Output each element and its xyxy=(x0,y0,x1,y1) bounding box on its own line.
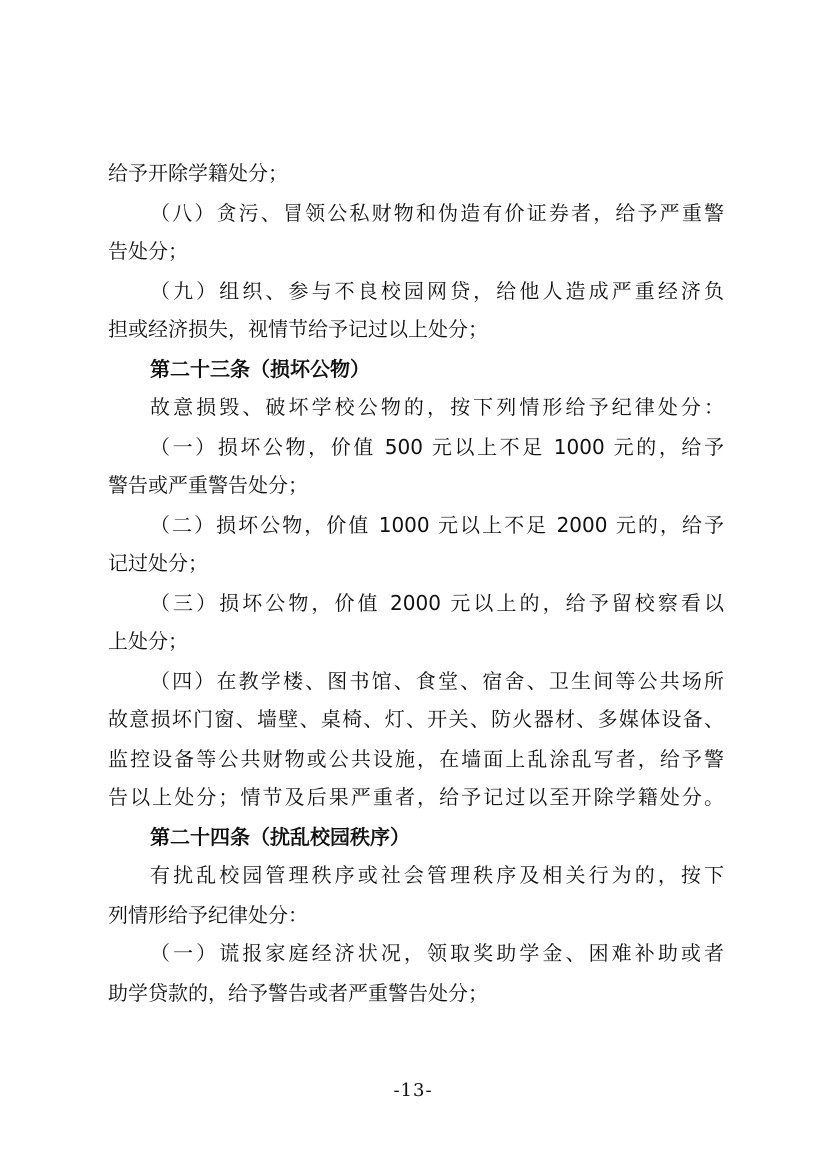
text-line: 故意损毁、破坏学校公物的，按下列情形给予纪律处分： xyxy=(150,395,724,419)
text-line: 记过处分； xyxy=(108,551,208,575)
text-line: 上处分； xyxy=(108,629,188,653)
text-line: （一）谎报家庭经济状况，领取奖助学金、困难补助或者 xyxy=(150,941,724,965)
text-line: 有扰乱校园管理秩序或社会管理秩序及相关行为的，按下 xyxy=(150,863,724,887)
text-line: 助学贷款的，给予警告或者严重警告处分； xyxy=(108,981,488,1005)
text-line: 告以上处分；情节及后果严重者，给予记过以至开除学籍处分。 xyxy=(108,785,724,809)
text-line: 告处分； xyxy=(108,239,188,263)
text-line: （一）损坏公物，价值 500 元以上不足 1000 元的，给予 xyxy=(150,435,724,459)
text-line: （三）损坏公物，价值 2000 元以上的，给予留校察看以 xyxy=(150,591,724,615)
text-line: 警告或严重警告处分； xyxy=(108,473,308,497)
text-line: （二）损坏公物，价值 1000 元以上不足 2000 元的，给予 xyxy=(150,513,724,537)
article-heading: 第二十三条（损坏公物） xyxy=(150,357,370,381)
text-line: 担或经济损失，视情节给予记过以上处分； xyxy=(108,317,488,341)
text-line: （九）组织、参与不良校园网贷，给他人造成严重经济负 xyxy=(150,279,724,303)
page-number: -13- xyxy=(393,1080,433,1101)
text-line: （四）在教学楼、图书馆、食堂、宿舍、卫生间等公共场所 xyxy=(150,669,724,693)
text-line: 监控设备等公共财物或公共设施，在墙面上乱涂乱写者，给予警 xyxy=(108,747,724,771)
text-line: 列情形给予纪律处分： xyxy=(108,903,308,927)
text-line: 给予开除学籍处分； xyxy=(108,161,288,185)
article-heading: 第二十四条（扰乱校园秩序） xyxy=(150,825,410,849)
text-line: 故意损坏门窗、墙壁、桌椅、灯、开关、防火器材、多媒体设备、 xyxy=(108,707,724,731)
text-line: （八）贪污、冒领公私财物和伪造有价证券者，给予严重警 xyxy=(150,201,724,225)
